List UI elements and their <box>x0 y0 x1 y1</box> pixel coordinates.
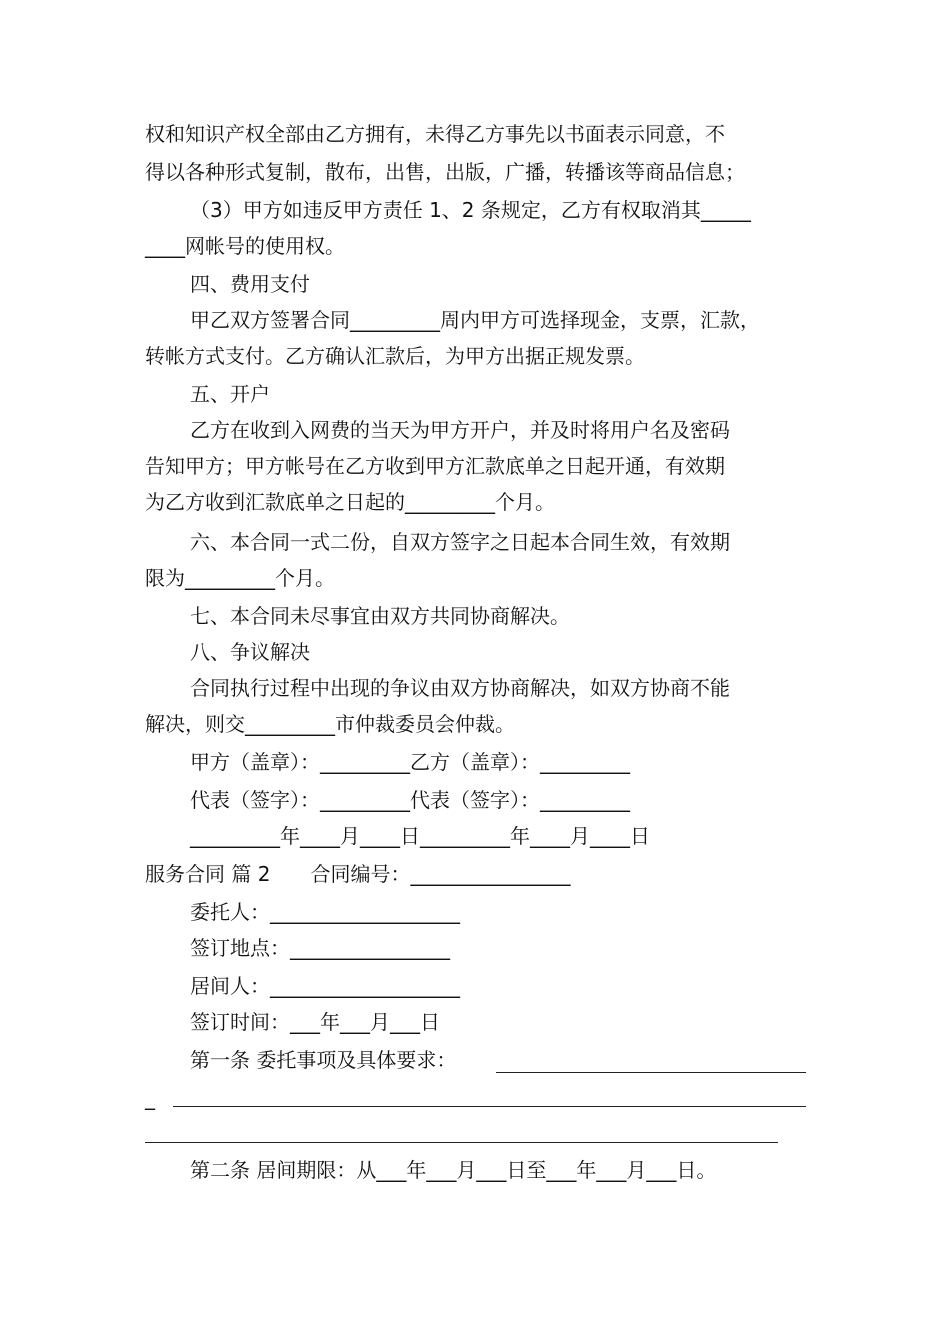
article-two-line: 第二条 居间期限：从___年___月___日至___年___月___日。 <box>190 1158 717 1182</box>
text-line: ____网帐号的使用权。 <box>145 234 345 258</box>
section-heading: 八、争议解决 <box>190 640 310 664</box>
field-intermediary: 居间人：___________________ <box>190 974 460 998</box>
text-line: 七、本合同未尽事宜由双方共同协商解决。 <box>190 604 570 628</box>
field-sign-location: 签订地点：________________ <box>190 936 450 960</box>
text-line: 为乙方收到汇款底单之日起的_________个月。 <box>145 490 555 514</box>
blank-underline <box>496 1072 806 1073</box>
article-one-label: 第一条 委托事项及具体要求： <box>190 1048 457 1072</box>
blank-underline <box>173 1106 806 1107</box>
text-line: _ <box>145 1086 155 1110</box>
section-heading: 五、开户 <box>190 382 270 406</box>
blank-underline <box>145 1142 778 1143</box>
text-line: 限为_________个月。 <box>145 566 335 590</box>
signature-line-representative: 代表（签字）：_________代表（签字）：_________ <box>190 788 630 812</box>
text-line: 合同执行过程中出现的争议由双方协商解决，如双方协商不能 <box>190 676 730 700</box>
text-line: 得以各种形式复制，散布，出售，出版，广播，转播该等商品信息； <box>145 160 745 184</box>
text-line: 甲乙双方签署合同_________周内甲方可选择现金，支票，汇款， <box>190 308 760 332</box>
text-line: 权和知识产权全部由乙方拥有，未得乙方事先以书面表示同意，不 <box>145 122 725 146</box>
text-line: 告知甲方；甲方帐号在乙方收到甲方汇款底单之日起开通，有效期 <box>145 454 725 478</box>
text-line: 乙方在收到入网费的当天为甲方开户，并及时将用户名及密码 <box>190 418 730 442</box>
text-line: 转帐方式支付。乙方确认汇款后，为甲方出据正规发票。 <box>145 344 645 368</box>
field-sign-date: 签订时间：___年___月___日 <box>190 1010 440 1034</box>
contract-header: 服务合同 篇 2 合同编号：________________ <box>145 862 571 886</box>
text-line: （3）甲方如违反甲方责任 1、2 条规定，乙方有权取消其_____ <box>190 198 751 222</box>
section-heading: 四、费用支付 <box>190 272 310 296</box>
field-principal: 委托人：___________________ <box>190 900 460 924</box>
signature-line-date: _________年____月____日_________年____月____日 <box>190 824 650 848</box>
text-line: 解决，则交_________市仲裁委员会仲裁。 <box>145 712 515 736</box>
text-line: 六、本合同一式二份，自双方签字之日起本合同生效，有效期 <box>190 530 730 554</box>
signature-line-seal: 甲方（盖章）：_________乙方（盖章）：_________ <box>190 750 630 774</box>
